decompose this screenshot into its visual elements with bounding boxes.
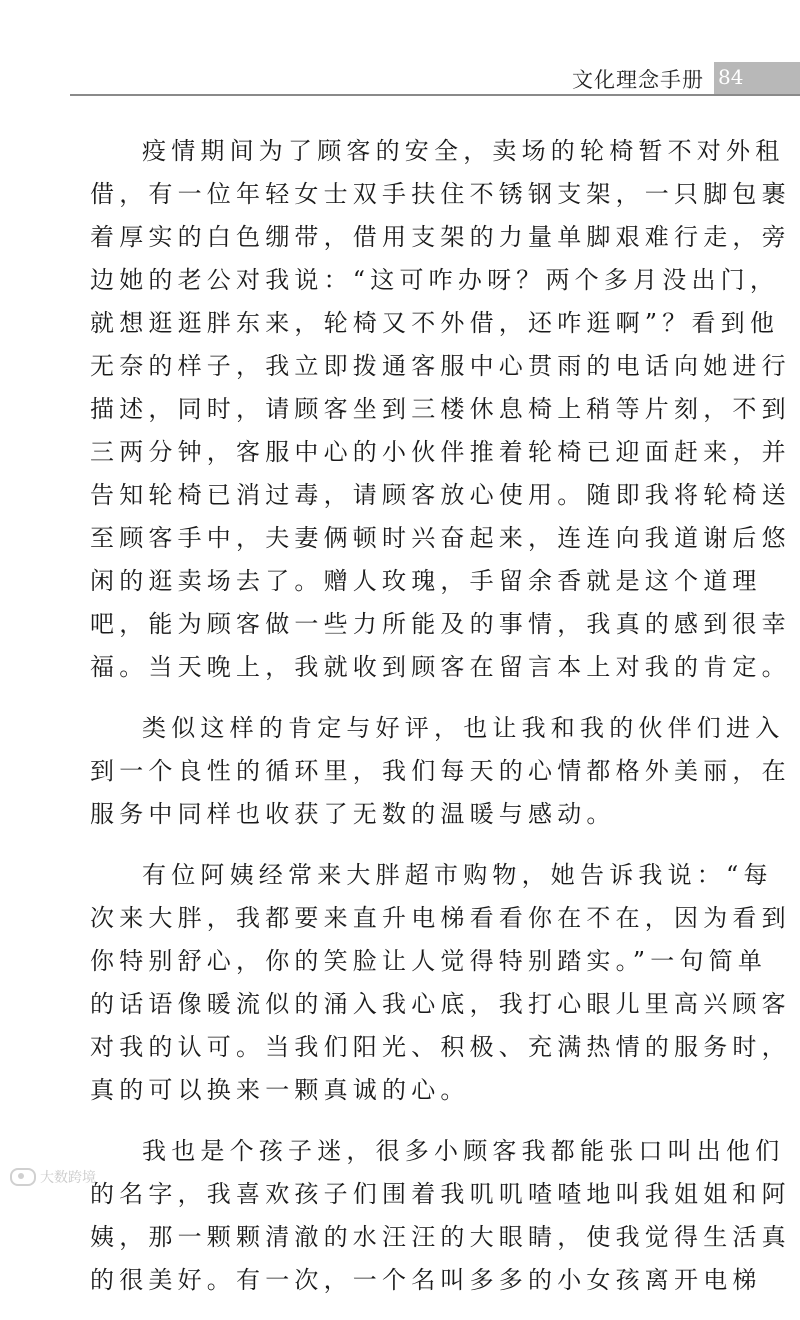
page-number: 84 bbox=[718, 65, 744, 89]
paragraph-3 bbox=[90, 854, 791, 1112]
text-line: 闲的逛卖场去了。赠人玫瑰，手留余香就是这个道理 bbox=[90, 567, 762, 595]
text-line: 吧，能为顾客做一些力所能及的事情，我真的感到很幸 bbox=[90, 610, 791, 638]
text-line: 至顾客手中，夫妻俩顿时兴奋起来，连连向我道谢后悠 bbox=[90, 524, 791, 552]
text-line: 服务中同样也收获了无数的温暖与感动。 bbox=[90, 800, 616, 828]
text-line: 借，有一位年轻女士双手扶住不锈钢支架，一只脚包裹 bbox=[90, 180, 791, 208]
text-line: 福。当天晚上，我就收到顾客在留言本上对我的肯定。 bbox=[90, 653, 791, 681]
text-line: 对我的认可。当我们阳光、积极、充满热情的服务时， bbox=[90, 1033, 791, 1061]
text-line: 三两分钟，客服中心的小伙伴推着轮椅已迎面赶来，并 bbox=[90, 438, 791, 466]
paragraph-1 bbox=[90, 130, 791, 689]
text-line: 无奈的样子，我立即拨通客服中心贯雨的电话向她进行 bbox=[90, 352, 791, 380]
text-line: 着厚实的白色绷带，借用支架的力量单脚艰难行走，旁 bbox=[90, 223, 791, 251]
text-line: 疫情期间为了顾客的安全，卖场的轮椅暂不对外租 bbox=[142, 137, 785, 165]
text-line: 你特别舒心，你的笑脸让人觉得特别踏实。”一句简单 bbox=[90, 947, 768, 975]
text-line: 的很美好。有一次，一个名叫多多的小女孩离开电梯 bbox=[90, 1266, 762, 1294]
body-text bbox=[90, 130, 791, 1320]
text-line: 的话语像暖流似的涌入我心底，我打心眼儿里高兴顾客 bbox=[90, 990, 791, 1018]
text-line: 的名字，我喜欢孩子们围着我叽叽喳喳地叫我姐姐和阿 bbox=[90, 1180, 791, 1208]
text-line: 告知轮椅已消过毒，请顾客放心使用。随即我将轮椅送 bbox=[90, 481, 791, 509]
text-line: 类似这样的肯定与好评，也让我和我的伙伴们进入 bbox=[142, 714, 785, 742]
text-line: 边她的老公对我说：“这可咋办呀？两个多月没出门， bbox=[90, 266, 780, 294]
paragraph-2 bbox=[90, 707, 791, 836]
text-line: 真的可以换来一颗真诚的心。 bbox=[90, 1076, 470, 1104]
text-line: 有位阿姨经常来大胖超市购物，她告诉我说：“每 bbox=[142, 861, 773, 889]
header-rule bbox=[70, 94, 800, 96]
watermark bbox=[10, 1167, 96, 1187]
book-title: 文化理念手册 bbox=[572, 68, 704, 92]
watermark-logo-icon bbox=[10, 1168, 36, 1186]
text-line: 到一个良性的循环里，我们每天的心情都格外美丽，在 bbox=[90, 757, 791, 785]
text-line: 次来大胖，我都要来直升电梯看看你在不在，因为看到 bbox=[90, 904, 791, 932]
paragraph-4 bbox=[90, 1130, 791, 1302]
page-header bbox=[0, 62, 800, 96]
watermark-text: 大数跨境 bbox=[40, 1170, 96, 1186]
text-line: 我也是个孩子迷，很多小顾客我都能张口叫出他们 bbox=[142, 1137, 785, 1165]
text-line: 姨，那一颗颗清澈的水汪汪的大眼睛，使我觉得生活真 bbox=[90, 1223, 791, 1251]
page-number-box bbox=[714, 62, 800, 94]
text-line: 描述，同时，请顾客坐到三楼休息椅上稍等片刻，不到 bbox=[90, 395, 791, 423]
text-line: 就想逛逛胖东来，轮椅又不外借，还咋逛啊”？看到他 bbox=[90, 309, 780, 337]
